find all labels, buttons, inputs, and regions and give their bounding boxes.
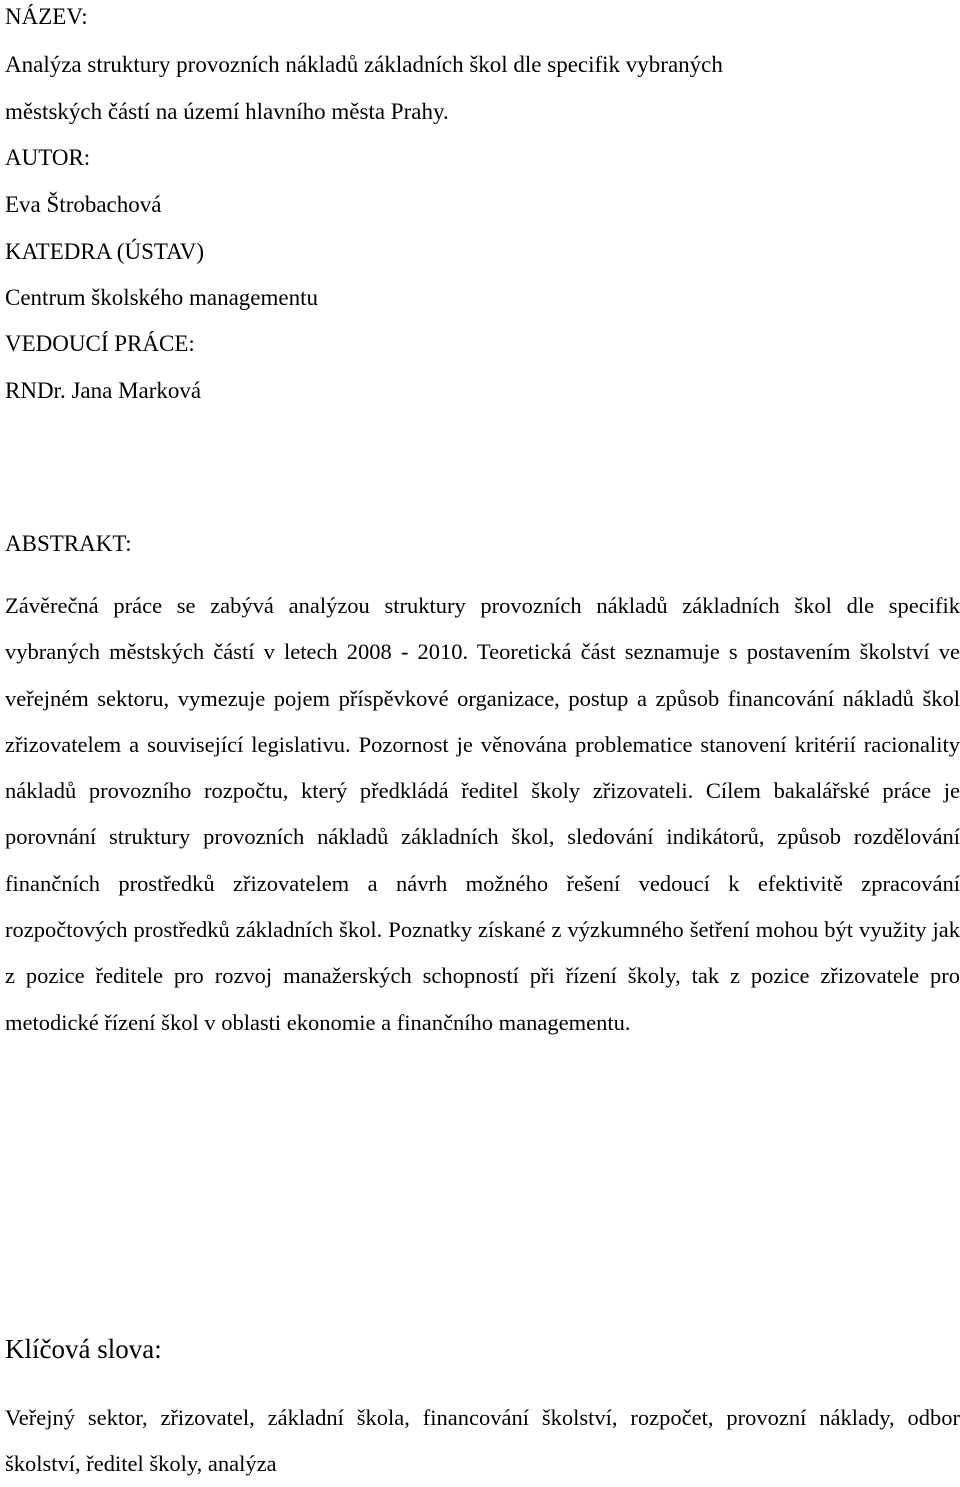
author-name: Eva Štrobachová — [5, 192, 162, 217]
keywords-text: Veřejný sektor, zřizovatel, základní škola, financování školství, rozpočet, provozní náklady, odbor školství, ředitel školy, analýza — [5, 1405, 960, 1476]
supervisor-name: RNDr. Jana Marková — [5, 378, 202, 403]
abstract-label: ABSTRAKT: — [5, 531, 132, 556]
keywords-heading: Klíčová slova: — [5, 1334, 162, 1364]
department-label: KATEDRA (ÚSTAV) — [5, 239, 204, 264]
thesis-title-line-2: městských částí na území hlavního města Prahy. — [5, 99, 449, 124]
supervisor-label: VEDOUCÍ PRÁCE: — [5, 331, 195, 356]
thesis-title-line-1: Analýza struktury provozních nákladů základních škol dle specifik vybraných — [5, 52, 723, 77]
author-label: AUTOR: — [5, 145, 91, 170]
abstract-text: Závěrečná práce se zabývá analýzou struktury provozních nákladů základních škol dle specifik vybraných městských částí v letech 2008 - 2010. Teoretická část seznamuje s postavením školství ve veřejném sektoru, vymezuje pojem příspěvkové organizace, postup a způsob financování nákladů škol zřizovatelem a související legislativu. Pozornost je věnována problematice stanovení kritérií racionality nákladů provozního rozpočtu, který předkládá ředitel školy zřizovateli. Cílem bakalářské práce je porovnání struktury provozních nákladů základních škol, sledování indikátorů, způsob rozdělování finančních prostředků zřizovatelem a návrh možného řešení vedoucí k efektivitě zpracování rozpočtových prostředků základních škol. Poznatky získané z výzkumného šetření mohou být využity jak z pozice ředitele pro rozvoj manažerských schopností při řízení školy, tak z pozice zřizovatele pro metodické řízení škol v oblasti ekonomie a finančního managementu. — [5, 593, 960, 1035]
title-label: NÁZEV: — [5, 4, 88, 29]
department-name: Centrum školského managementu — [5, 285, 318, 310]
